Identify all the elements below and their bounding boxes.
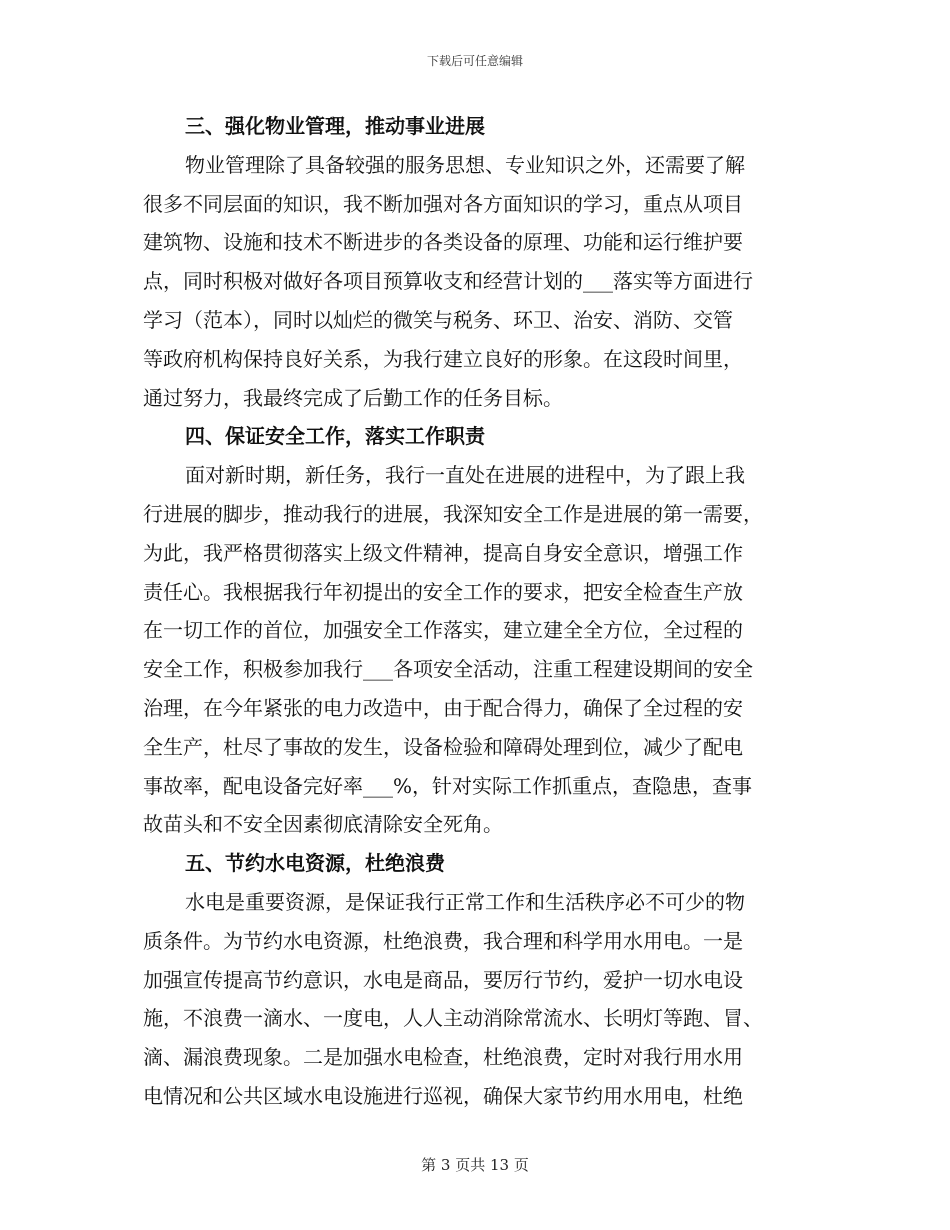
paragraph-line: 治理，在今年紧张的电力改造中，由于配合得力，确保了全过程的安	[143, 695, 743, 720]
paragraph-line: 质条件。为节约水电资源，杜绝浪费，我合理和科学用水用电。一是	[143, 928, 743, 953]
paragraph-line: 安全工作，积极参加我行___各项安全活动，注重工程建设期间的安全	[143, 657, 753, 682]
paragraph-line: 事故率，配电设备完好率___%，针对实际工作抓重点，查隐患，查事	[143, 773, 753, 798]
paragraph-line: 故苗头和不安全因素彻底清除安全死角。	[143, 812, 503, 837]
paragraph-line: 行进展的脚步，推动我行的进展，我深知安全工作是进展的第一需要，	[143, 501, 763, 526]
document-body	[143, 107, 808, 1116]
section-heading: 三、强化物业管理，推动事业进展	[185, 114, 485, 138]
paragraph-line: 物业管理除了具备较强的服务思想、专业知识之外，还需要了解	[185, 152, 745, 177]
paragraph-line: 施，不浪费一滴水、一度电，人人主动消除常流水、长明灯等跑、冒、	[143, 1006, 763, 1031]
paragraph-line: 在一切工作的首位，加强安全工作落实，建立建全全方位，全过程的	[143, 618, 743, 643]
section-heading: 四、保证安全工作，落实工作职责	[185, 424, 485, 449]
paragraph-line: 加强宣传提高节约意识，水电是商品，要厉行节约，爱护一切水电设	[143, 967, 743, 992]
paragraph-line: 很多不同层面的知识，我不断加强对各方面知识的学习，重点从项目	[143, 191, 743, 216]
paragraph-line: 全生产，杜尽了事故的发生，设备检验和障碍处理到位，减少了配电	[143, 734, 743, 759]
paragraph-line: 等政府机构保持良好关系，为我行建立良好的形象。在这段时间里，	[143, 346, 743, 371]
paragraph-line: 为此，我严格贯彻落实上级文件精神，提高自身安全意识，增强工作	[143, 540, 743, 565]
page-header: 下载后可任意编辑	[426, 54, 523, 68]
paragraph-line: 责任心。我根据我行年初提出的安全工作的要求，把安全检查生产放	[143, 579, 743, 604]
paragraph-line: 滴、漏浪费现象。二是加强水电检查，杜绝浪费，定时对我行用水用	[143, 1045, 743, 1070]
paragraph-line: 通过努力，我最终完成了后勤工作的任务目标。	[143, 385, 563, 410]
paragraph-line: 建筑物、设施和技术不断进步的各类设备的原理、功能和运行维护要	[143, 230, 743, 255]
paragraph-line: 点，同时积极对做好各项目预算收支和经营计划的___落实等方面进行	[143, 269, 753, 294]
paragraph-line: 面对新时期，新任务，我行一直处在进展的进程中，为了跟上我	[185, 463, 745, 488]
paragraph-line: 水电是重要资源，是保证我行正常工作和生活秩序必不可少的物	[185, 889, 745, 914]
section-heading: 五、节约水电资源，杜绝浪费	[185, 851, 445, 876]
paragraph-line: 电情况和公共区域水电设施进行巡视，确保大家节约用水用电，杜绝	[143, 1083, 743, 1108]
paragraph-line: 学习（范本），同时以灿烂的微笑与税务、环卫、治安、消防、交管	[143, 307, 733, 332]
page-footer: 第 3 页共 13 页	[421, 1156, 529, 1174]
